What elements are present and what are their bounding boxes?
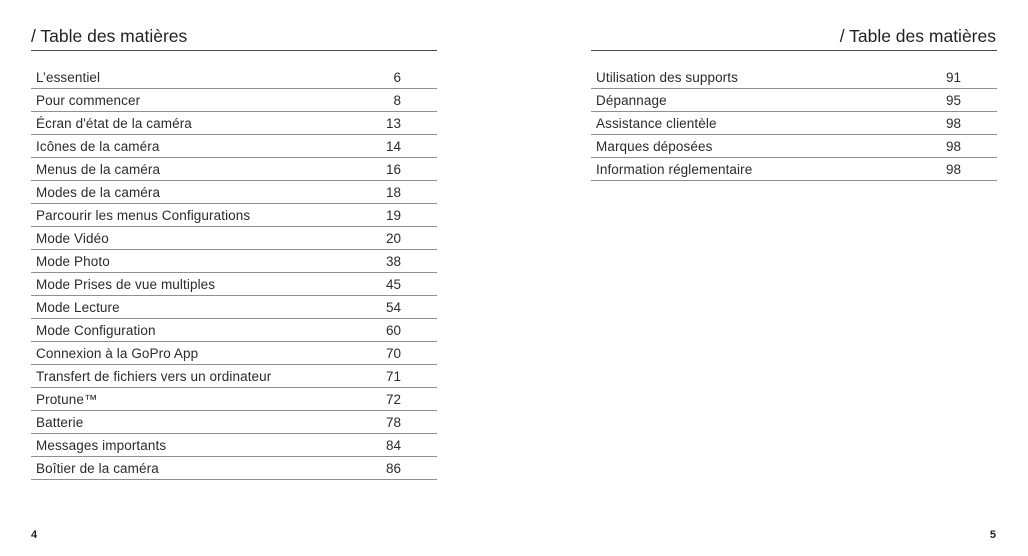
toc-entry-label: Utilisation des supports <box>596 70 738 85</box>
toc-entry[interactable] <box>591 158 997 181</box>
toc-entry[interactable] <box>31 457 437 480</box>
toc-entry-page-number: 6 <box>393 70 401 85</box>
toc-entry-label: L’essentiel <box>36 70 101 85</box>
toc-entry[interactable] <box>31 411 437 434</box>
toc-entry-label: Connexion à la GoPro App <box>36 346 199 361</box>
toc-entry-page-number: 14 <box>385 139 401 154</box>
toc-entry-label: Boîtier de la caméra <box>36 461 159 476</box>
toc-list <box>591 66 997 181</box>
toc-entry-label: Mode Photo <box>36 254 110 269</box>
page-title: / Table des matières <box>31 26 437 51</box>
toc-entry-label: Dépannage <box>596 93 667 108</box>
toc-entry-page-number: 98 <box>945 116 961 131</box>
right-page <box>591 0 997 556</box>
toc-entry[interactable] <box>591 66 997 89</box>
toc-entry[interactable] <box>31 135 437 158</box>
toc-entry-page-number: 38 <box>385 254 401 269</box>
toc-entry-label: Protune™ <box>36 392 98 407</box>
toc-entry-page-number: 71 <box>385 369 401 384</box>
toc-entry-page-number: 91 <box>945 70 961 85</box>
toc-entry-label: Mode Prises de vue multiples <box>36 277 216 292</box>
toc-entry[interactable] <box>31 250 437 273</box>
page-title: / Table des matières <box>591 26 997 51</box>
toc-entry-label: Menus de la caméra <box>36 162 161 177</box>
toc-entry[interactable] <box>31 112 437 135</box>
toc-entry-page-number: 72 <box>385 392 401 407</box>
toc-entry[interactable] <box>591 89 997 112</box>
toc-entry-label: Icônes de la caméra <box>36 139 160 154</box>
toc-entry-label: Parcourir les menus Configurations <box>36 208 251 223</box>
page-number: 5 <box>989 529 996 541</box>
toc-entry[interactable] <box>31 434 437 457</box>
toc-entry-label: Information réglementaire <box>596 162 753 177</box>
toc-entry-label: Mode Configuration <box>36 323 156 338</box>
toc-entry[interactable] <box>31 227 437 250</box>
toc-entry[interactable] <box>591 112 997 135</box>
left-page <box>31 0 437 556</box>
toc-entry-page-number: 78 <box>385 415 401 430</box>
toc-entry-page-number: 18 <box>385 185 401 200</box>
page-number: 4 <box>31 529 38 541</box>
toc-entry-label: Pour commencer <box>36 93 141 108</box>
toc-entry[interactable] <box>31 365 437 388</box>
toc-entry-label: Messages importants <box>36 438 167 453</box>
toc-entry[interactable] <box>31 204 437 227</box>
toc-entry-page-number: 13 <box>385 116 401 131</box>
toc-entry-page-number: 54 <box>385 300 401 315</box>
toc-entry[interactable] <box>31 319 437 342</box>
toc-entry-label: Transfert de fichiers vers un ordinateur <box>36 369 272 384</box>
toc-entry-page-number: 16 <box>385 162 401 177</box>
toc-entry[interactable] <box>31 342 437 365</box>
toc-entry-page-number: 86 <box>385 461 401 476</box>
toc-entry[interactable] <box>31 181 437 204</box>
toc-entry-page-number: 84 <box>385 438 401 453</box>
toc-entry-page-number: 45 <box>385 277 401 292</box>
toc-entry-label: Batterie <box>36 415 84 430</box>
toc-entry-page-number: 19 <box>385 208 401 223</box>
toc-entry-page-number: 95 <box>945 93 961 108</box>
toc-entry[interactable] <box>31 158 437 181</box>
toc-entry-page-number: 20 <box>385 231 401 246</box>
toc-entry[interactable] <box>31 89 437 112</box>
toc-entry-label: Marques déposées <box>596 139 713 154</box>
toc-entry-label: Mode Lecture <box>36 300 120 315</box>
toc-entry-page-number: 70 <box>385 346 401 361</box>
toc-entry[interactable] <box>31 66 437 89</box>
toc-entry[interactable] <box>591 135 997 158</box>
toc-entry-page-number: 98 <box>945 162 961 177</box>
toc-entry-page-number: 60 <box>385 323 401 338</box>
toc-entry-label: Mode Vidéo <box>36 231 109 246</box>
toc-entry-label: Assistance clientèle <box>596 116 717 131</box>
toc-entry-page-number: 98 <box>945 139 961 154</box>
toc-entry[interactable] <box>31 388 437 411</box>
toc-entry[interactable] <box>31 296 437 319</box>
toc-entry[interactable] <box>31 273 437 296</box>
toc-entry-label: Écran d'état de la caméra <box>36 116 192 131</box>
toc-entry-label: Modes de la caméra <box>36 185 161 200</box>
toc-list <box>31 66 437 480</box>
toc-entry-page-number: 8 <box>393 93 401 108</box>
